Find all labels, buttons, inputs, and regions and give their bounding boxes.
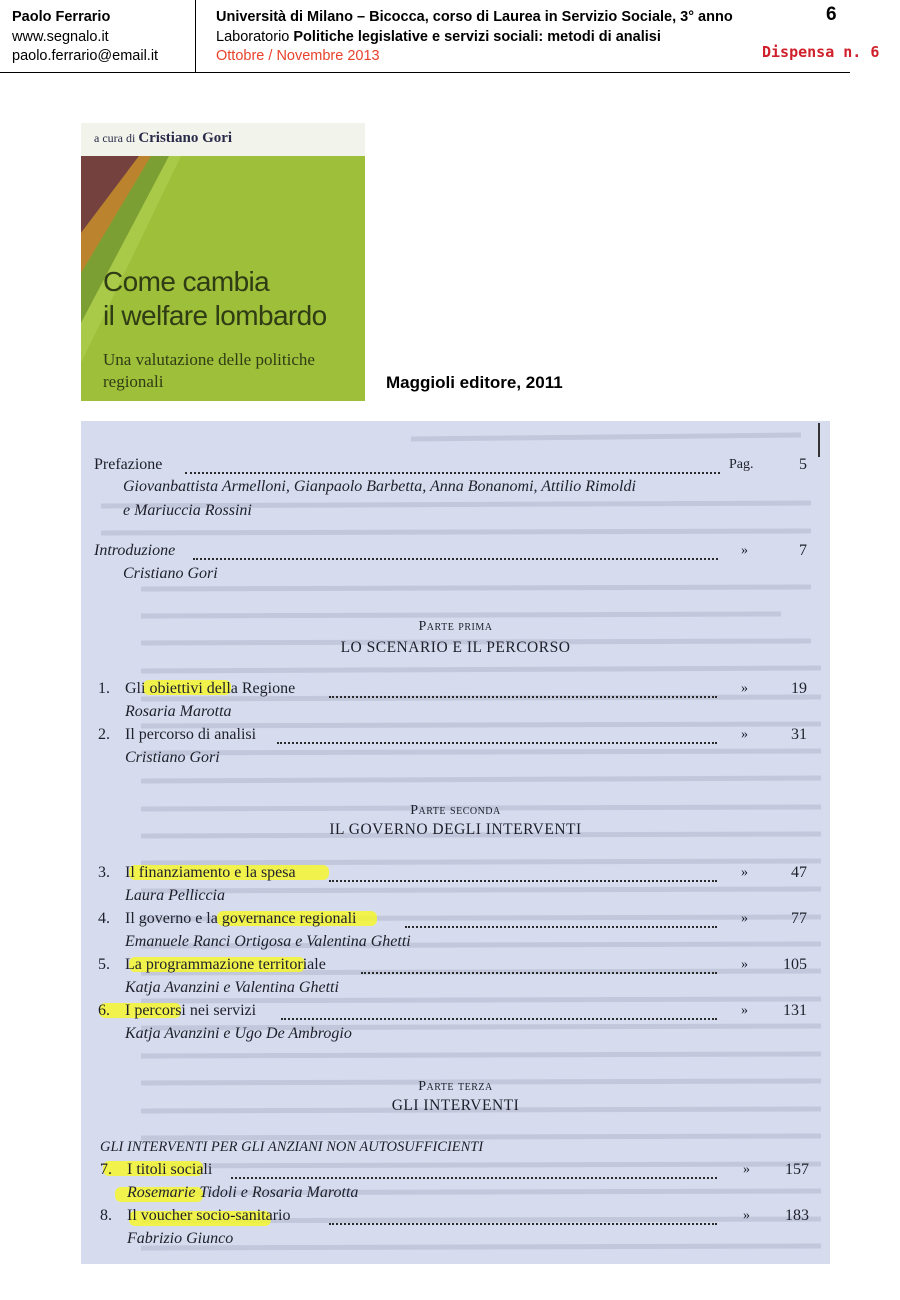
lab-prefix: Laboratorio [216, 28, 294, 45]
cover-title-line2: il welfare lombardo [103, 300, 327, 331]
toc-marker: » [741, 957, 748, 972]
toc-chapter-number: 1. [98, 680, 110, 697]
toc-page: 131 [783, 1002, 807, 1019]
toc-chapter-number: 6. [98, 1002, 110, 1019]
toc-dots [281, 1016, 717, 1020]
toc-authors: Cristiano Gori [125, 749, 220, 766]
publisher-label: Maggioli editore, 2011 [386, 373, 563, 392]
toc-chapter-title: La programmazione territoriale [125, 956, 326, 973]
toc-page: 7 [799, 542, 807, 559]
toc-page: 105 [783, 956, 807, 973]
toc-authors: Rosemarie Tidoli e Rosaria Marotta [127, 1184, 359, 1201]
toc-page: 19 [791, 680, 807, 697]
part-label: Parte terza [418, 1079, 493, 1094]
toc-authors: e Mariuccia Rossini [123, 502, 252, 519]
part-label: Parte seconda [410, 803, 501, 818]
cover-curator-prefix: a cura di [94, 131, 139, 145]
toc-dots [277, 740, 717, 744]
toc-page: 157 [785, 1161, 809, 1178]
toc-page: 5 [799, 456, 807, 473]
toc-chapter-title: Il percorso di analisi [125, 726, 257, 743]
toc-dots [329, 694, 717, 698]
toc-authors: Fabrizio Giunco [127, 1230, 234, 1247]
cover-curator [94, 130, 232, 147]
toc-chapter-number: 5. [98, 956, 110, 973]
toc-page: 77 [791, 910, 807, 927]
toc-chapter-number: 7. [100, 1161, 112, 1178]
toc-authors: Laura Pelliccia [125, 887, 225, 904]
email-link[interactable]: paolo.ferrario@email.it [12, 48, 159, 64]
toc-dots [231, 1175, 717, 1179]
toc-page: 31 [791, 726, 807, 743]
toc-marker: » [741, 727, 748, 742]
cover-title-line1: Come cambia [103, 266, 270, 297]
toc-marker: » [741, 543, 748, 558]
lab-title: Politiche legislative e servizi sociali: metodi di analisi [293, 28, 661, 45]
course-date: Ottobre / Novembre 2013 [216, 48, 380, 64]
author-name: Paolo Ferrario [12, 9, 111, 25]
book-cover [81, 123, 365, 401]
toc-dots [193, 556, 718, 560]
toc-marker: » [743, 1208, 750, 1223]
part-label: Parte prima [418, 619, 493, 634]
header-divider-horizontal [0, 72, 850, 73]
toc-dots [329, 1221, 717, 1225]
cover-subtitle-line2: regionali [103, 372, 164, 391]
section-heading: GLI INTERVENTI PER GLI ANZIANI NON AUTOSUFFICIENTI [100, 1139, 484, 1155]
course-block [216, 8, 816, 67]
cover-title [103, 265, 327, 333]
toc-marker: » [743, 1162, 750, 1177]
toc-authors: Giovanbattista Armelloni, Gianpaolo Barbetta, Anna Bonanomi, Attilio Rimoldi [123, 478, 636, 495]
cover-curator-name: Cristiano Gori [138, 130, 233, 146]
toc-chapter-number: 2. [98, 726, 110, 743]
toc-page: 183 [785, 1207, 809, 1224]
toc-dots [185, 470, 720, 474]
toc-chapter-number: 4. [98, 910, 110, 927]
toc-chapter-number: 3. [98, 864, 110, 881]
toc-marker: Pag. [729, 457, 754, 472]
website-link[interactable]: www.segnalo.it [12, 28, 109, 45]
part-title: LO SCENARIO E IL PERCORSO [340, 639, 571, 656]
bleed-through-texture [81, 421, 830, 1264]
part-title: IL GOVERNO DEGLI INTERVENTI [329, 821, 582, 838]
page-number: 6 [826, 4, 837, 25]
cover-subtitle [103, 349, 315, 393]
toc-chapter-title: Gli obiettivi della Regione [125, 680, 296, 697]
toc-marker: » [741, 1003, 748, 1018]
toc-chapter-title: Il finanziamento e la spesa [125, 864, 296, 881]
toc-authors: Katja Avanzini e Valentina Ghetti [125, 979, 339, 996]
lab-line [216, 28, 816, 48]
toc-marker: » [741, 865, 748, 880]
toc-dots [329, 878, 717, 882]
toc-chapter-title: I titoli sociali [127, 1161, 213, 1178]
toc-authors: Katja Avanzini e Ugo De Ambrogio [125, 1025, 352, 1042]
part-title: GLI INTERVENTI [391, 1097, 520, 1114]
toc-chapter-number: 8. [100, 1207, 112, 1224]
toc-marker: » [741, 681, 748, 696]
toc-dots [361, 970, 717, 974]
toc-authors: Emanuele Ranci Ortigosa e Valentina Ghetti [125, 933, 411, 950]
header-divider-vertical [195, 0, 196, 72]
toc-entry-introduzione: Introduzione [94, 542, 176, 559]
handout-label: Dispensa n. 6 [762, 43, 880, 61]
course-line: Università di Milano – Bicocca, corso di Laurea in Servizio Sociale, 3° anno [216, 9, 733, 25]
cover-subtitle-line1: Una valutazione delle politiche [103, 350, 315, 369]
toc-dots [405, 924, 717, 928]
toc-authors: Rosaria Marotta [125, 703, 232, 720]
toc-scan [81, 421, 830, 1264]
toc-chapter-title: Il governo e la governance regionali [125, 910, 357, 927]
toc-authors: Cristiano Gori [123, 565, 218, 582]
toc-chapter-title: I percorsi nei servizi [125, 1002, 257, 1019]
author-block [12, 8, 196, 67]
toc-entry-prefazione: Prefazione [94, 456, 163, 473]
toc-chapter-title: Il voucher socio-sanitario [127, 1207, 291, 1224]
toc-page: 47 [791, 864, 807, 881]
toc-marker: » [741, 911, 748, 926]
